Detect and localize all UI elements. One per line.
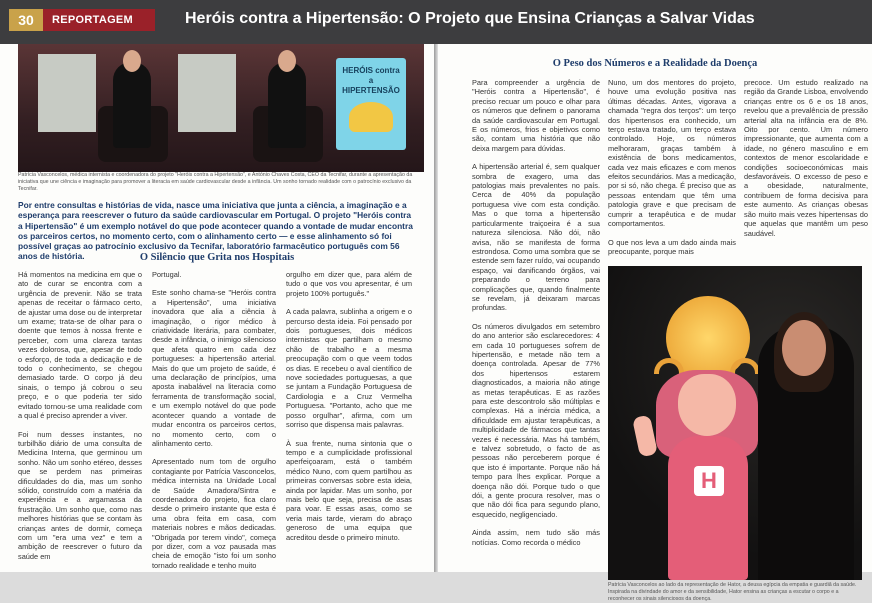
paragraph: orgulho em dizer que, para além de tudo o que vos vou apresentar, é um projeto 100% português." — [286, 270, 412, 298]
text-column-4 — [472, 78, 600, 556]
paragraph: À sua frente, numa sintonia que o tempo e a cumplicidade profissional aperfeiçoaram, está o também médico Nuno, com quem partilhou as primeiras conversas sobre esta ideia, ainda por lapidar. Mas um sonho, por mais belo que seja, precisa de asas para voar. E essas asas, como se veria mais tarde, vieram do abraço generoso de uma equipa que acreditou desde o primeiro minuto. — [286, 438, 412, 542]
poster-graphic — [349, 102, 393, 132]
dress-letter: H — [694, 466, 724, 496]
paragraph: Os números divulgados em setembro do ano anterior são esclarecedores: 4 em cada 10 portugueses sofrem de hipertensão, e metade não tem a doença controlada. Apesar de 77% dos hipertensos estarem diagnosticados, a maioria não atinge as metas terapêuticas. E as razões para este descontrolo são múltiplas e complexas. Há a inércia médica, a dificuldade em ajustar terapêuticas, a multiplicidade de fármacos que tantas vezes é necessária. Mas há também, e talvez sobretudo, o facto de as pessoas não perceberem porque é que isto é importante. Porque não há tempo para lhes explicar. Porque a doença não dói. Porque tudo o que dói, a gente procura resolver, mas o que não dói fica para segundo plano, esquecido, negligenciado. — [472, 321, 600, 519]
presentation-photo — [18, 44, 424, 172]
character-dress — [668, 436, 748, 580]
window-shape — [38, 54, 96, 132]
text-column-1 — [18, 270, 142, 570]
photo-caption: Patrícia Vasconcelos, médica internista e coordenadora do projeto "Heróis contra a Hipertensão", e António Chaves Costa, CEO da Tecnifar, durante a apresentação da iniciativa que une ciência e imaginação para promover a literacia em saúde cardiovascular desde a infância. Um sonho tornado realidade com o patrocínio exclusivo da Tecnifar. — [18, 172, 413, 192]
paragraph: O que nos leva a um dado ainda mais preocupante, porque mais — [608, 237, 736, 256]
person-silhouette — [113, 62, 151, 148]
section-heading: O Silêncio que Grita nos Hospitais — [139, 252, 295, 263]
character-face — [678, 374, 736, 436]
paragraph: Para compreender a urgência de "Heróis contra a Hipertensão", é preciso recuar um pouco e olhar para os números que definem o panorama da saúde cardiovascular em Portugal. E os números, frios e objetivos como são, contam uma história que não deixa margem para dúvidas. — [472, 78, 600, 153]
text-column-6 — [744, 78, 868, 247]
section-label: REPORTAGEM — [43, 9, 155, 31]
hator-photo — [608, 266, 862, 580]
paragraph: Portugal. — [152, 270, 182, 279]
person-silhouette — [268, 62, 306, 148]
paragraph: precoce. Um estudo realizado na região da Grande Lisboa, envolvendo crianças entre os 6 e os 18 anos, revelou que a prevalência de pressão arterial alta na infância era de 8%. Oito por cento. Um número impressionante, que aumenta com a idade, no género masculino e em contextos de menor escolaridade e condições socioeconómicas mais desfavoráveis. O excesso de peso e a obesidade, naturalmente, contribuem de forma decisiva para este aumento. As crianças obesas são muito mais vezes hipertensas do que aquelas que mantêm um peso saudável. — [744, 78, 868, 238]
left-page — [0, 44, 434, 572]
lead-paragraph: Por entre consultas e histórias de vida, nasce uma iniciativa que junta a ciência, a imaginação e a esperança para reescrever o futuro da saúde cardiovascular em Portugal. O projeto "Heróis contra a Hipertensão" é um exemplo notável do que pode acontecer quando a vontade de mudar encontra os parceiros certos, no momento certo, com o alinhamento certo — e esse alinhamento só foi possível graças ao patrocínio exclusivo da Tecnifar, laboratório farmacêutico português com 56 anos de história. — [18, 200, 413, 262]
paragraph: A hipertensão arterial é, sem qualquer sombra de exagero, uma das patologias mais prevalentes no país. Cerca de 40% da população portuguesa vive com esta condição. Mas o que torna a hipertensão particularmente traiçoeira é a sua natureza silenciosa. Não dói, não avisa, não se manifesta de forma estrondosa. Como uma sombra que se estende sem fazer ruído, vai ocupando espaço, vai danificando órgãos, vai preparando o terreno para complicações que, quando finalmente se revelam, já deixaram marcas profundas. — [472, 162, 600, 313]
paragraph: Foi num desses instantes, no turbilhão diário de uma consulta de Medicina Interna, que germinou um sonho. Não um sonho etéreo, desses que se perdem nas primeiras dificuldades do dia, mas um sonho sólido, construído com a matéria da experiência e a argamassa da frustração. Um sonho que, como nas melhores histórias que se contam às crianças antes de dormir, começa com um "era uma vez" e tem a ambição de reescrever o futuro da saúde em — [18, 429, 142, 561]
paragraph: Apresentado num tom de orgulho contagiante por Patrícia Vasconcelos, médica internista na Unidade Local de Saúde Amadora/Sintra e coordenadora do projeto, fica claro desde o primeiro instante que esta é uma obra feita em casa, com materiais nobres e mãos dedicadas. "Obrigada por terem vindo", começa por dizer, com a voz pausada mas cheia de emoção "isto foi um sonho tornado realidade e tenho muito — [152, 457, 276, 570]
photo-caption: Patrícia Vasconcelos ao lado da representação de Hator, a deusa egípcia da empatia e guardiã da saúde. Inspirada na divindade do amor e da sensibilidade, Hator ensina as crianças a escutar o corpo e a reconhecer os sinais silenciosos da doença. — [608, 582, 857, 602]
right-page — [438, 44, 872, 602]
page-header — [0, 0, 872, 44]
paragraph: Nuno, um dos mentores do projeto, houve uma evolução positiva nas últimas décadas. Antes, vigorava a chamada "regra dos terços": um terço dos hipertensos era conhecido, um terço estava tratado, um terço estava controlado. Hoje, os números melhoraram, graças também à existência de bons medicamentos, cada vez mais eficazes e com menos efeitos secundários. Mas a medicação, por si só, não chega. É preciso que as pessoas entendam que têm uma patologia grave e que precisam de cumprir a terapêutica e de mudar comportamentos. — [608, 78, 736, 229]
character-hand — [632, 415, 658, 458]
paragraph: A cada palavra, sublinha a origem e o percurso desta ideia. Foi pensado por dois portugueses, dois médicos internistas que partilham o mesmo chão de trabalho e a mesma preocupação com o que veem todos os dias. E recebeu o aval científico de nove sociedades portuguesas, a que se juntam a Fundação Portuguesa de Cardiologia e a Cruz Vermelha Portuguesa. "Portanto, acho que me posso orgulhar", afirma, com um sorriso que dispensa mais palavras. — [286, 307, 412, 430]
paragraph: Há momentos na medicina em que o ato de curar se encontra com a urgência de prevenir. Não se trata apenas de receitar o fármaco certo, de ajustar uma dose ou de interpretar um exame; trata-se de olhar para o doente que temos à nossa frente e perceber, com uma clareza tantas vezes dolorosa, que, apesar de todo o esforço, de toda a dedicação e de todo o conhecimento, se chegou demasiado tarde. O corpo já deu sinais, o tempo já cobrou o seu preço, e o que poderia ter sido evitado tornou-se uma realidade com a qual é preciso aprender a viver. — [18, 270, 142, 421]
person-head — [278, 50, 296, 72]
poster-title: HERÓIS contra a HIPERTENSÃO — [342, 66, 400, 95]
person-head — [123, 50, 141, 72]
text-column-3 — [286, 270, 412, 551]
window-shape — [178, 54, 236, 132]
text-column-2 — [152, 270, 276, 579]
project-poster — [336, 58, 406, 150]
woman-head — [782, 320, 826, 376]
text-column-5 — [608, 78, 736, 265]
paragraph: Ainda assim, nem tudo são más notícias. Como recorda o médico — [472, 528, 600, 547]
paragraph: Este sonho chama-se "Heróis contra a Hipertensão", uma iniciativa inovadora que alia a ciência à imaginação, o rigor médico à criatividade literária, para combater, desde a infância, o inimigo silencioso que afeta quatro em cada dez portugueses: a hipertensão arterial. Mais do que um projeto de saúde, é uma declaração de princípios, uma aposta inabalável na literacia como ferramenta de transformação social, e um exemplo notável do que pode acontecer quando a vontade de mudar encontra os parceiros certos, no momento certo, com o alinhamento certo. — [152, 288, 276, 448]
section-heading: O Peso dos Números e a Realidade da Doença — [552, 58, 758, 69]
page-number: 30 — [9, 9, 43, 31]
page-title: Heróis contra a Hipertensão: O Projeto que Ensina Crianças a Salvar Vidas — [185, 10, 755, 27]
